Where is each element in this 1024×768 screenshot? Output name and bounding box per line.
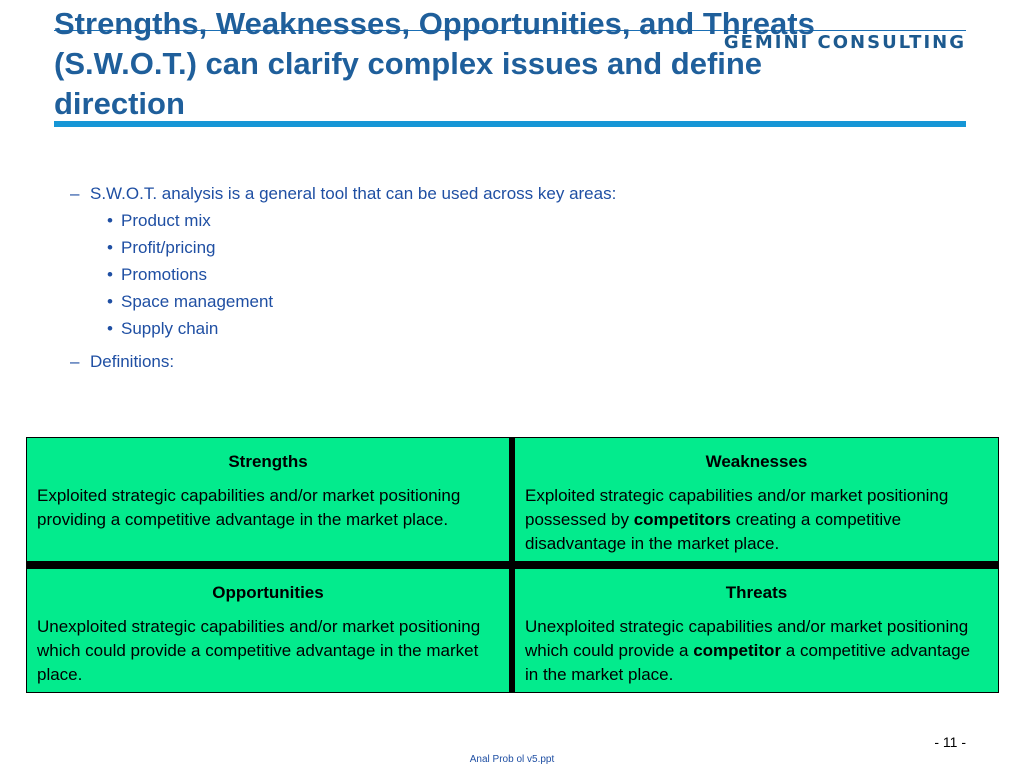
list-item-label: Space management [121,292,274,311]
weaknesses-emphasis: competitors [633,510,731,529]
intro-text: S.W.O.T. analysis is a general tool that can be used across key areas: [90,184,617,203]
threats-definition [525,615,988,687]
slide-title [54,4,954,124]
dash-marker: – [70,352,80,371]
bullet-marker: • [107,265,113,284]
threats-cell [514,568,999,693]
definitions-label: Definitions: [90,352,175,371]
title-line-1: Strengths, Weaknesses, Opportunities, and Threats [54,6,815,41]
list-item-label: Product mix [121,211,211,230]
title-underline [54,121,966,127]
bullet-marker: • [107,292,113,311]
intro-bullet [70,180,950,207]
weaknesses-text-start: Exploited strategic capabilities and/or market positioning possessed by [525,486,949,529]
strengths-heading: Strengths [228,452,308,471]
list-item [70,234,950,261]
list-item [70,261,950,288]
list-item-label: Promotions [121,265,207,284]
opportunities-definition: Unexploited strategic capabilities and/or market positioning which could provide a competitive advantage in the market place. [37,617,481,684]
title-line-3: direction [54,86,185,121]
threats-text-end: a competitive advantage in the market place. [525,641,971,684]
list-item-label: Supply chain [121,319,219,338]
bullet-marker: • [107,238,113,257]
page-number: - 11 - [934,734,966,750]
weaknesses-definition [525,484,988,556]
weaknesses-heading: Weaknesses [705,452,808,471]
list-item [70,288,950,315]
opportunities-heading: Opportunities [212,583,324,602]
strengths-definition: Exploited strategic capabilities and/or market positioning providing a competitive advantage in the market place. [37,486,461,529]
list-item [70,207,950,234]
weaknesses-text-end: creating a competitive disadvantage in the market place. [525,510,902,553]
threats-emphasis: competitor [693,641,782,660]
footer-filename: Anal Prob ol v5.ppt [469,754,555,765]
threats-heading: Threats [725,583,788,602]
list-item [70,315,950,342]
list-item-label: Profit/pricing [121,238,216,257]
threats-text-start: Unexploited strategic capabilities and/or market positioning which could provide a [525,617,969,660]
bullet-marker: • [107,319,113,338]
strengths-cell [26,437,510,562]
weaknesses-cell [514,437,999,562]
gemini-consulting-logo: GEMINI CONSULTING [723,32,966,53]
bullet-marker: • [107,211,113,230]
bullet-list [70,180,950,375]
title-line-2: (S.W.O.T.) can clarify complex issues and define [54,46,763,81]
dash-marker: – [70,184,80,203]
key-areas-list [70,207,950,342]
swot-table [26,437,999,693]
definitions-bullet [70,348,950,375]
opportunities-cell [26,568,510,693]
